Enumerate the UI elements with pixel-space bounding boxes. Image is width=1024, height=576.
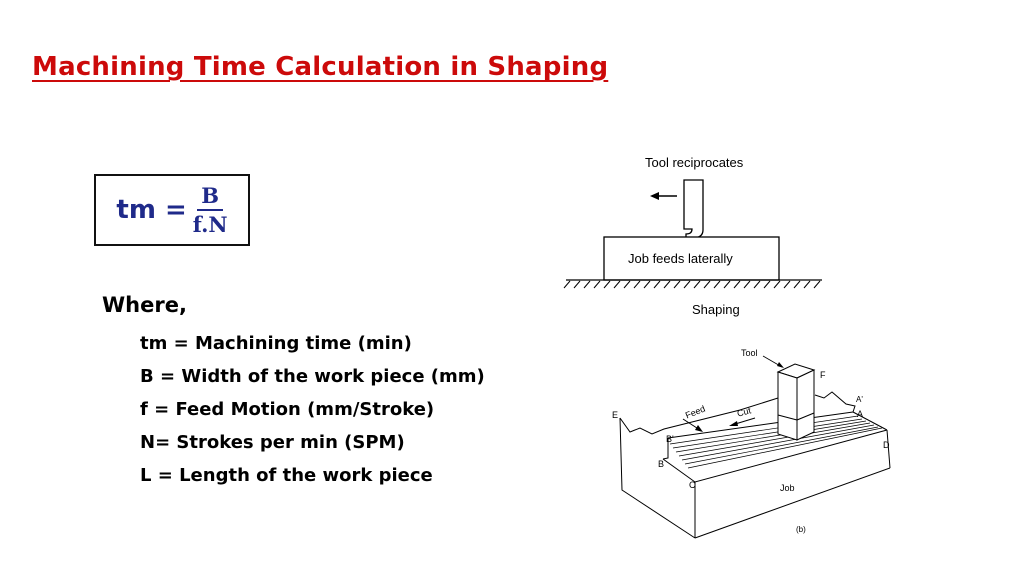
feed-label: Feed [683,403,707,421]
machining-time-formula [94,174,250,246]
formula-lhs: tm = [116,195,187,225]
point-f-label: F [820,370,826,380]
point-a-prime-label: A' [856,395,863,404]
definition-n: N= Strokes per min (SPM) [140,432,405,453]
definition-b: B = Width of the work piece (mm) [140,366,485,387]
definition-tm: tm = Machining time (min) [140,333,412,354]
cut-label: Cut [735,405,753,419]
point-b-label: B [658,459,665,469]
tool-label: Tool [741,348,758,358]
point-c-label: C [689,480,696,490]
job-top-front-edge [663,430,887,482]
where-label: Where, [102,293,187,317]
tool-block [778,364,814,440]
figure-caption-b: (b) [796,525,806,534]
tool-reciprocates-label: Tool reciprocates [645,155,744,170]
point-b-prime-label: B' [666,434,674,444]
job-right-step [815,392,855,412]
shaping-3d-diagram [600,340,900,545]
point-d-label: D [883,440,890,450]
ground-hatching [564,281,820,288]
formula-denominator: f.N [192,211,228,237]
tool-leader [763,356,784,368]
shaping-3d-svg [600,340,900,545]
shaping-schematic-diagram [560,150,830,330]
formula-numerator: B [197,184,223,211]
shaping-caption: Shaping [692,302,740,317]
stroke-direction-arrow [650,192,677,200]
tool-shape [684,180,703,238]
point-e-label: E [612,410,619,420]
definitions-list [140,330,485,495]
point-a-label: A [857,409,864,419]
formula-fraction [193,184,228,237]
page-title: Machining Time Calculation in Shaping [32,52,609,82]
job-feeds-label: Job feeds laterally [628,251,733,266]
definition-f: f = Feed Motion (mm/Stroke) [140,399,435,420]
cut-arrow [729,418,755,426]
definition-l: L = Length of the work piece [140,465,433,486]
job-label: Job [780,483,795,493]
feed-arrow [683,419,703,432]
